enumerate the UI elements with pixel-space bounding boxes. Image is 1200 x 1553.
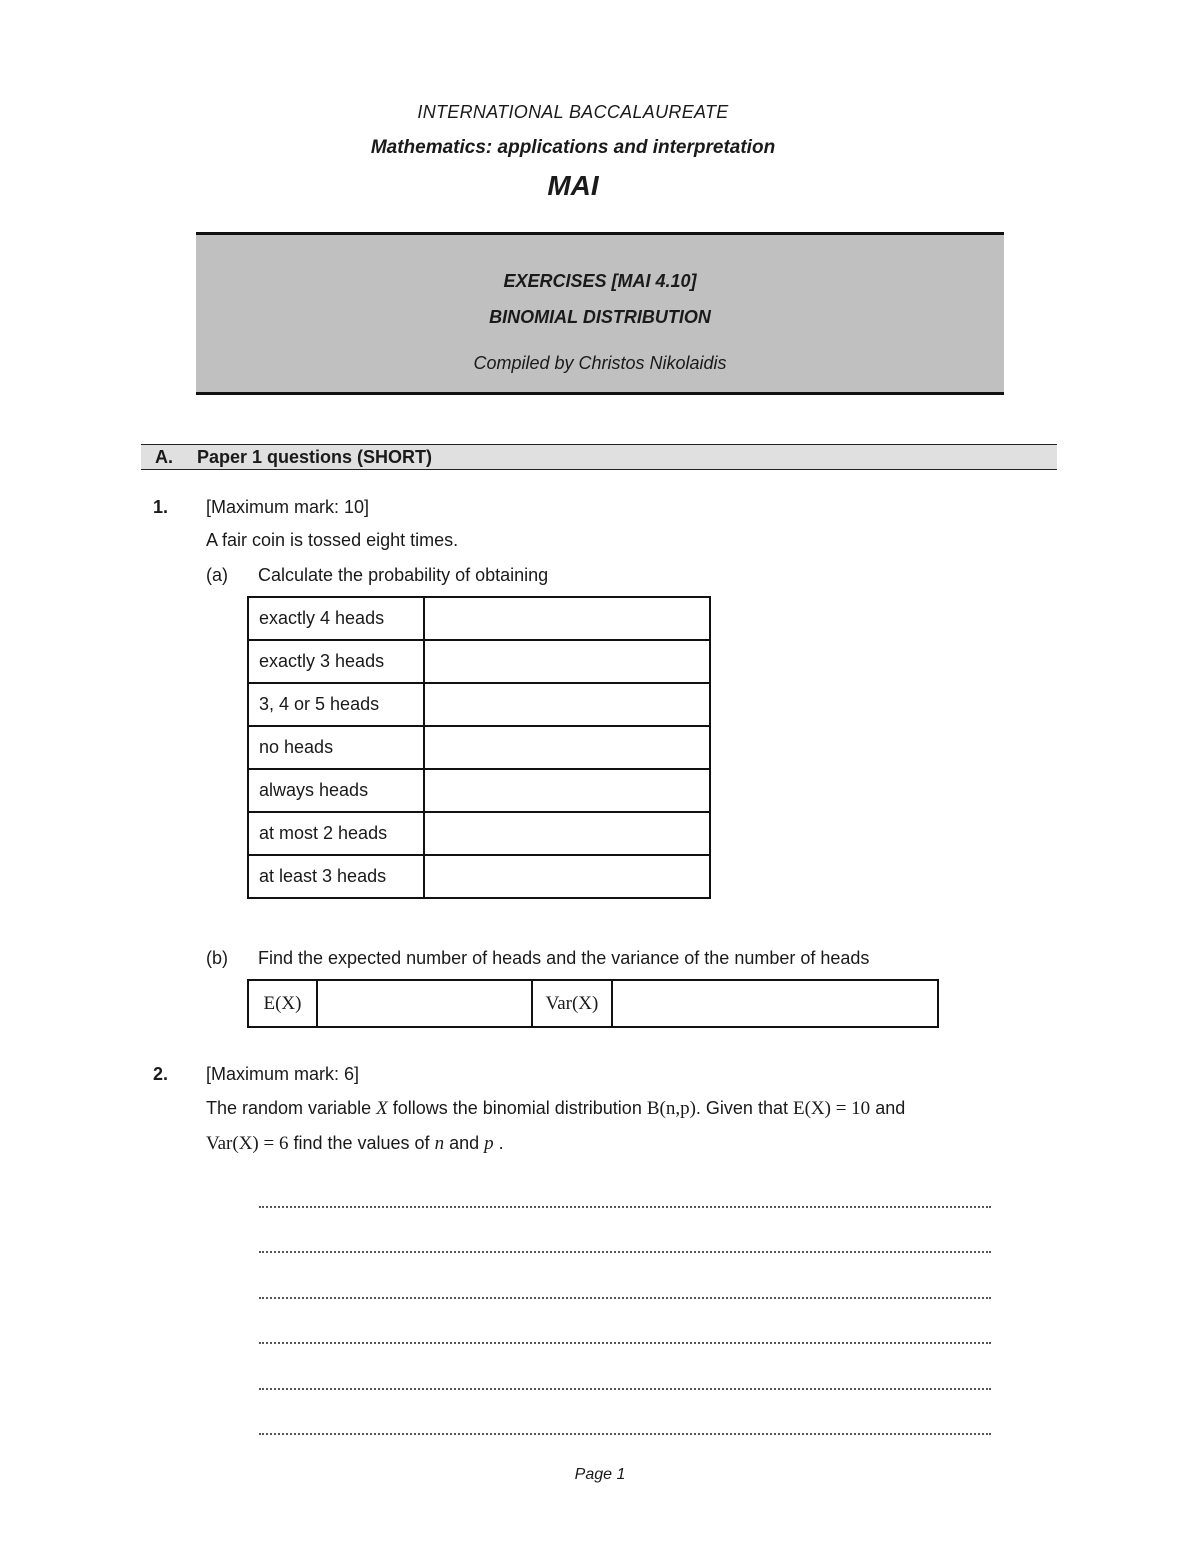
- q2-text: and: [870, 1098, 906, 1118]
- question-2-line-2: [206, 1133, 504, 1155]
- subject-heading: Mathematics: applications and interpretation: [370, 137, 776, 158]
- row-label: always heads: [248, 769, 424, 812]
- answer-cell[interactable]: [424, 726, 710, 769]
- institution-heading: INTERNATIONAL BACCALAUREATE: [417, 102, 729, 122]
- expectation-variance-table: [247, 979, 939, 1028]
- probability-answer-table: [247, 596, 711, 899]
- row-label: exactly 4 heads: [248, 597, 424, 640]
- q2-text: .: [493, 1133, 504, 1153]
- part-b-text: Find the expected number of heads and the variance of the number of heads: [258, 948, 870, 968]
- topic-title: BINOMIAL DISTRIBUTION: [489, 307, 711, 327]
- answer-line[interactable]: [259, 1205, 991, 1208]
- page-number: Page 1: [574, 1466, 626, 1483]
- question-1-stem: A fair coin is tossed eight times.: [206, 530, 459, 550]
- q2-text: find the values of: [288, 1133, 435, 1153]
- part-b-label: (b): [206, 948, 228, 968]
- variance-answer-cell[interactable]: [612, 980, 938, 1027]
- q2-text: . Given that: [695, 1098, 793, 1118]
- table-row: [248, 769, 710, 812]
- part-a-label: (a): [206, 565, 228, 585]
- course-code: MAI: [547, 170, 599, 201]
- answer-cell[interactable]: [424, 640, 710, 683]
- section-header: [141, 444, 1057, 470]
- row-label: exactly 3 heads: [248, 640, 424, 683]
- part-a-text: Calculate the probability of obtaining: [258, 565, 549, 585]
- question-2-marks: [Maximum mark: 6]: [206, 1064, 360, 1084]
- table-row: [248, 726, 710, 769]
- title-box: [196, 232, 1004, 395]
- answer-cell[interactable]: [424, 597, 710, 640]
- question-2-line-1: [206, 1098, 905, 1120]
- expectation-answer-cell[interactable]: [317, 980, 532, 1027]
- answer-cell[interactable]: [424, 683, 710, 726]
- table-row: [248, 812, 710, 855]
- table-row: [248, 597, 710, 640]
- variance-label: Var(X): [532, 980, 612, 1027]
- section-letter: A.: [155, 447, 173, 467]
- q2-text: The random variable: [206, 1098, 377, 1118]
- author-line: Compiled by Christos Nikolaidis: [473, 353, 727, 373]
- q2-var-p: p: [484, 1133, 494, 1154]
- section-title: Paper 1 questions (SHORT): [197, 447, 433, 467]
- q2-binomial-notation: B(n,p): [646, 1098, 696, 1119]
- table-row: [248, 640, 710, 683]
- question-1-number: 1.: [153, 497, 169, 517]
- expectation-label: E(X): [248, 980, 317, 1027]
- answer-line[interactable]: [259, 1432, 991, 1435]
- row-label: at most 2 heads: [248, 812, 424, 855]
- table-row: [248, 855, 710, 898]
- answer-cell[interactable]: [424, 769, 710, 812]
- answer-line[interactable]: [259, 1387, 991, 1390]
- row-label: 3, 4 or 5 heads: [248, 683, 424, 726]
- answer-cell[interactable]: [424, 855, 710, 898]
- exercise-title: EXERCISES [MAI 4.10]: [503, 271, 697, 291]
- q2-variance-equation: Var(X) = 6: [206, 1133, 289, 1154]
- table-row: [248, 683, 710, 726]
- question-1-marks: [Maximum mark: 10]: [206, 497, 370, 517]
- answer-line[interactable]: [259, 1296, 991, 1299]
- answer-cell[interactable]: [424, 812, 710, 855]
- q2-text: and: [444, 1133, 485, 1153]
- row-label: no heads: [248, 726, 424, 769]
- row-label: at least 3 heads: [248, 855, 424, 898]
- question-2-number: 2.: [153, 1064, 169, 1084]
- answer-line[interactable]: [259, 1250, 991, 1253]
- q2-var-n: n: [434, 1133, 445, 1154]
- q2-expectation-equation: E(X) = 10: [792, 1098, 871, 1119]
- q2-var-x: X: [376, 1098, 388, 1119]
- answer-line[interactable]: [259, 1341, 991, 1344]
- q2-text: follows the binomial distribution: [387, 1098, 647, 1118]
